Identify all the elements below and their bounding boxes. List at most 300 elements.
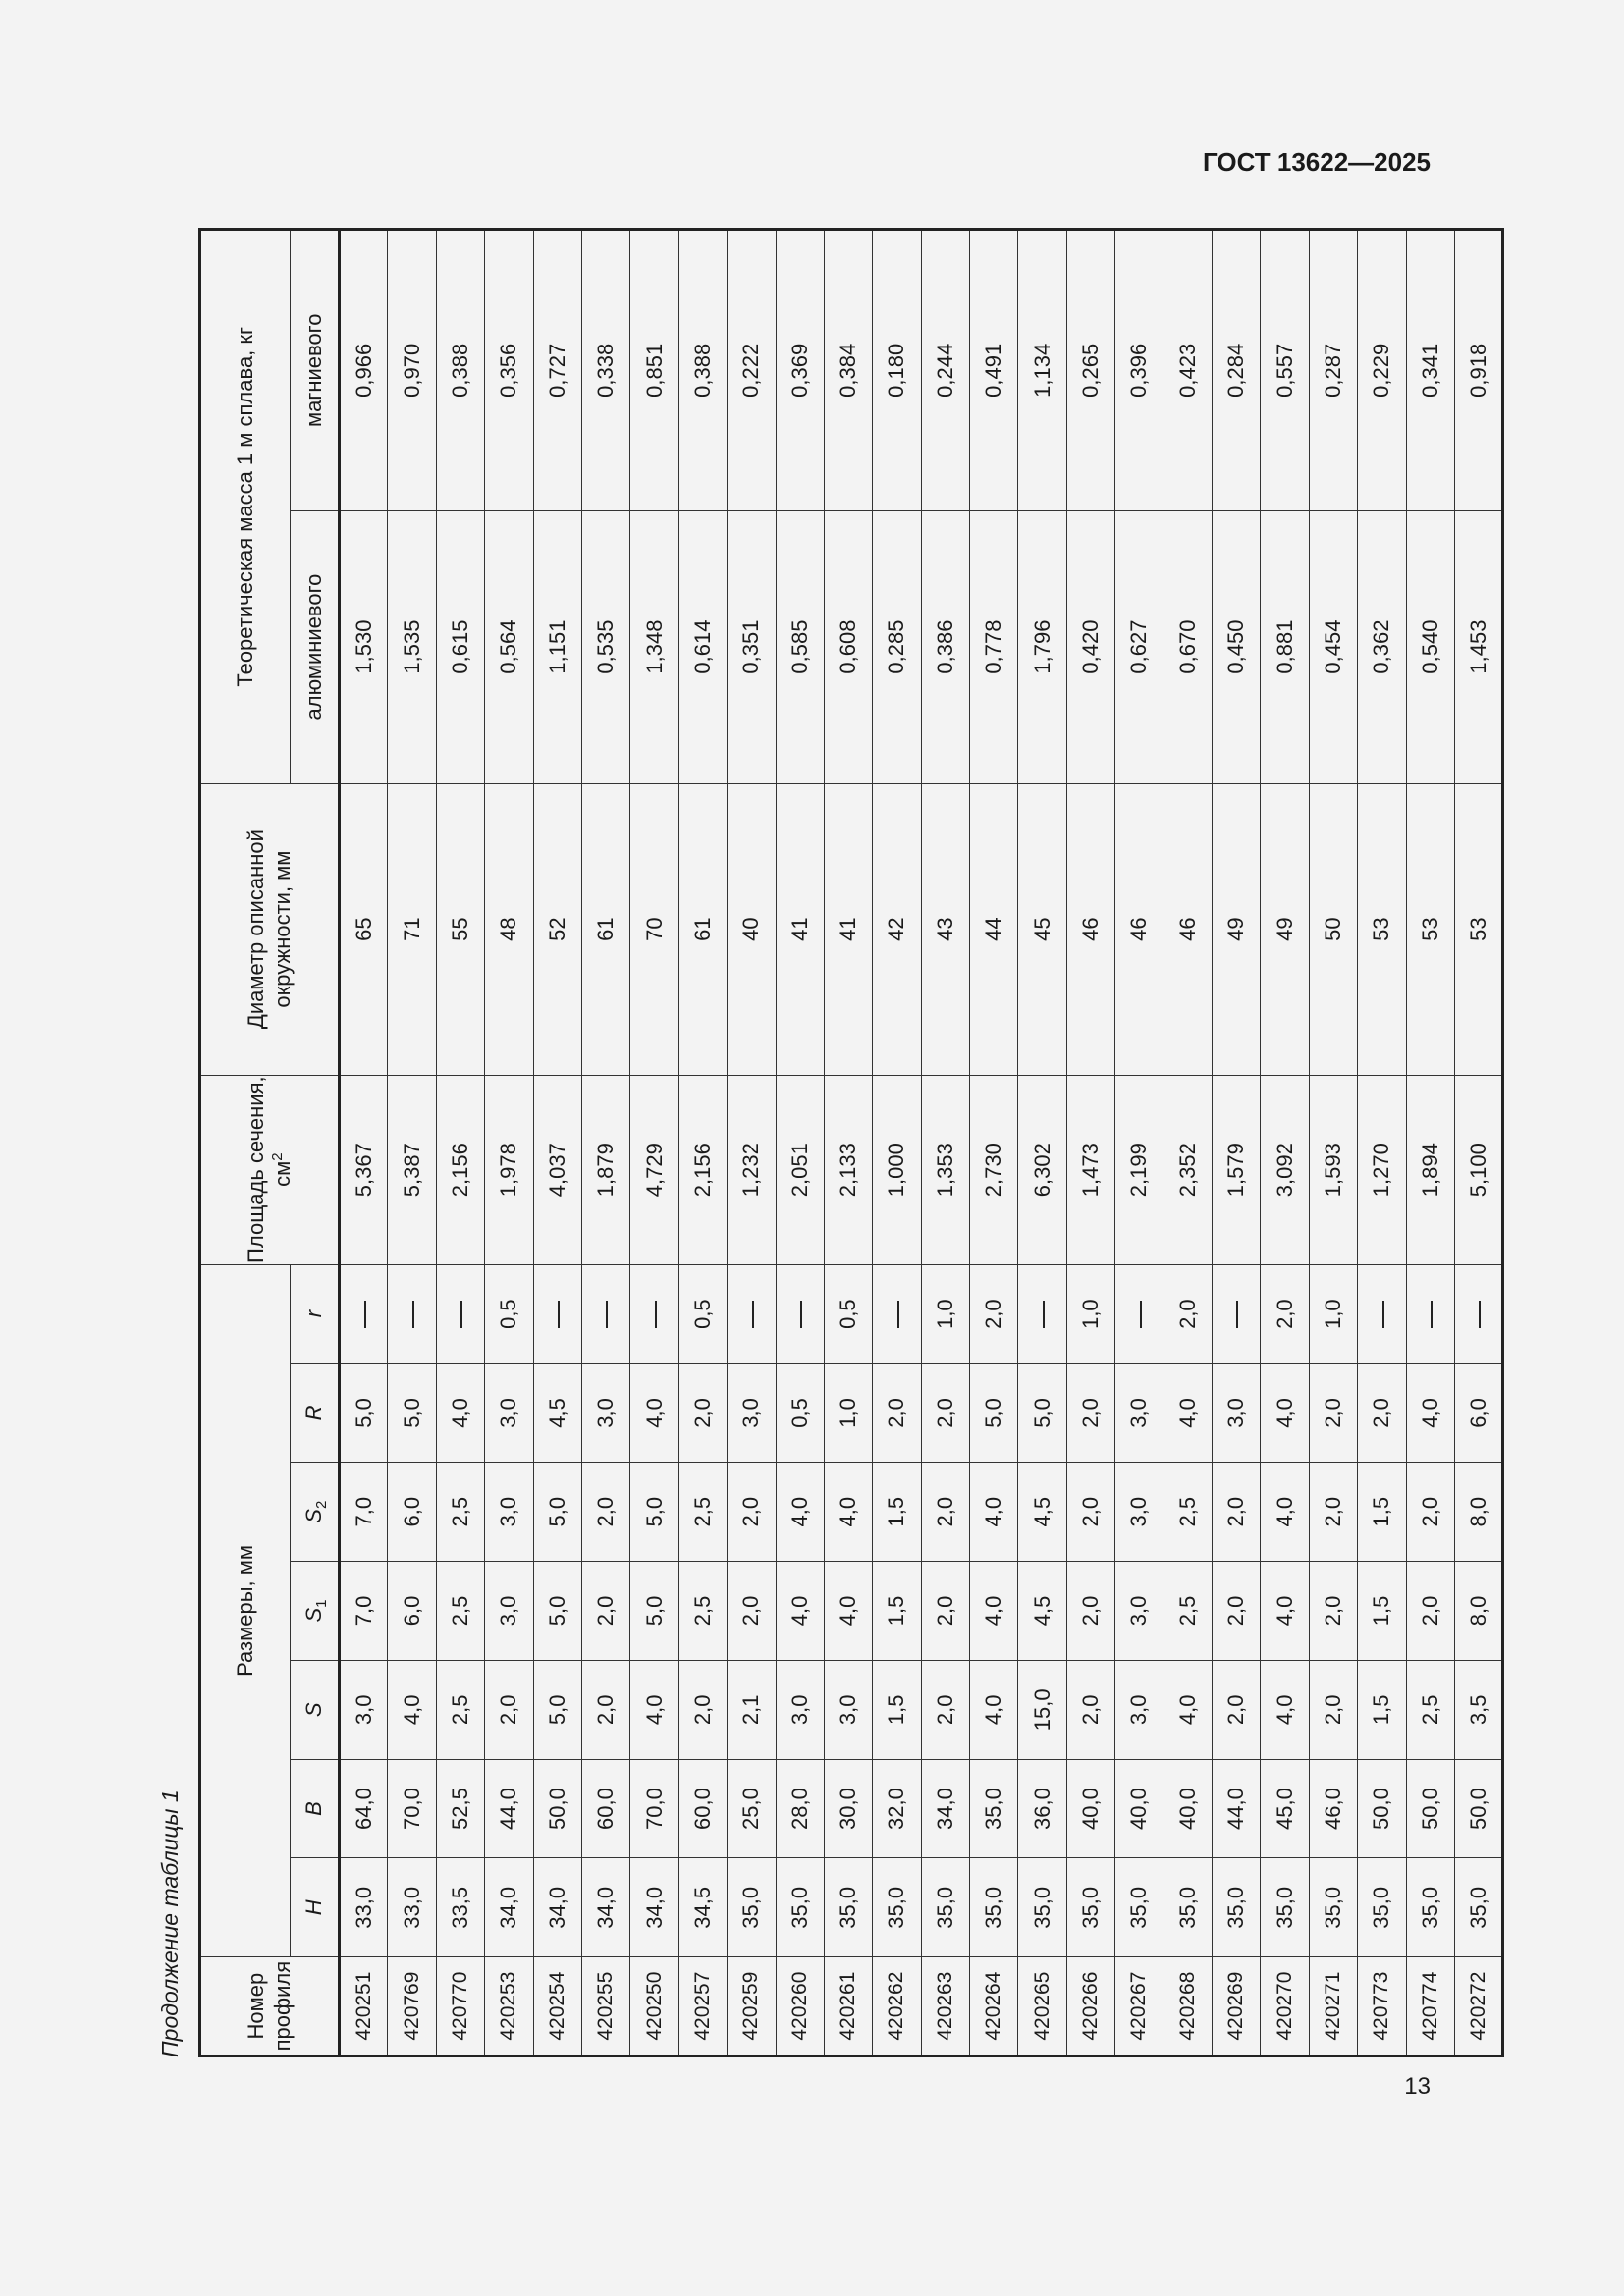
cell-H: 35,0 (1406, 1858, 1454, 1957)
cell-H: 34,5 (678, 1858, 727, 1957)
table-row (1213, 230, 1261, 2056)
cell-B: 40,0 (1164, 1759, 1212, 1858)
table-row (678, 230, 727, 2056)
cell-mass-aluminum: 0,362 (1358, 510, 1406, 783)
cell-profile-number: 420271 (1309, 1957, 1357, 2056)
cell-B: 32,0 (873, 1759, 921, 1858)
cell-mass-magnesium: 0,356 (485, 230, 533, 511)
cell-S: 2,0 (1066, 1660, 1114, 1759)
table-row (630, 230, 678, 2056)
cell-r: 0,5 (485, 1264, 533, 1363)
table-row (970, 230, 1018, 2056)
table-row (1309, 230, 1357, 2056)
cell-B: 46,0 (1309, 1759, 1357, 1858)
cell-r: 0,5 (824, 1264, 872, 1363)
header-S2 (291, 1463, 340, 1562)
document-code: ГОСТ 13622—2025 (1203, 147, 1431, 177)
cell-diameter: 53 (1454, 783, 1502, 1075)
cell-S2: 2,0 (1406, 1463, 1454, 1562)
cell-S1: 8,0 (1454, 1562, 1502, 1661)
cell-S1: 4,0 (1261, 1562, 1309, 1661)
cell-S1: 2,5 (1164, 1562, 1212, 1661)
cell-r (776, 1264, 824, 1363)
cell-profile-number: 420773 (1358, 1957, 1406, 2056)
cell-r (1358, 1264, 1406, 1363)
cell-S2: 1,5 (1358, 1463, 1406, 1562)
cell-profile-number: 420268 (1164, 1957, 1212, 2056)
header-diameter: Диаметр описанной окружности, мм (200, 783, 340, 1075)
cell-S1: 5,0 (533, 1562, 581, 1661)
cell-S2: 5,0 (630, 1463, 678, 1562)
cell-S: 3,0 (824, 1660, 872, 1759)
cell-mass-magnesium: 0,284 (1213, 230, 1261, 511)
cell-mass-magnesium: 0,388 (678, 230, 727, 511)
cell-profile-number: 420260 (776, 1957, 824, 2056)
cell-B: 52,5 (436, 1759, 484, 1858)
cell-S: 15,0 (1018, 1660, 1066, 1759)
cell-diameter: 61 (581, 783, 629, 1075)
cell-H: 35,0 (1358, 1858, 1406, 1957)
cell-S: 2,0 (485, 1660, 533, 1759)
cell-S2: 2,0 (921, 1463, 969, 1562)
cell-profile-number: 420261 (824, 1957, 872, 2056)
cell-S2: 2,0 (728, 1463, 776, 1562)
cell-area: 2,352 (1164, 1075, 1212, 1264)
cell-H: 33,0 (388, 1858, 436, 1957)
cell-profile-number: 420770 (436, 1957, 484, 2056)
cell-S1: 2,0 (1406, 1562, 1454, 1661)
cell-H: 35,0 (873, 1858, 921, 1957)
cell-S1: 2,0 (1309, 1562, 1357, 1661)
cell-S2: 5,0 (533, 1463, 581, 1562)
cell-R: 2,0 (873, 1363, 921, 1463)
cell-S: 2,5 (1406, 1660, 1454, 1759)
cell-diameter: 46 (1164, 783, 1212, 1075)
cell-r (1018, 1264, 1066, 1363)
cell-mass-magnesium: 0,265 (1066, 230, 1114, 511)
cell-profile-number: 420769 (388, 1957, 436, 2056)
cell-r (388, 1264, 436, 1363)
cell-mass-aluminum: 1,796 (1018, 510, 1066, 783)
cell-diameter: 44 (970, 783, 1018, 1075)
table-row (436, 230, 484, 2056)
cell-S1: 2,0 (728, 1562, 776, 1661)
cell-B: 35,0 (970, 1759, 1018, 1858)
cell-r: 2,0 (970, 1264, 1018, 1363)
cell-mass-aluminum: 0,564 (485, 510, 533, 783)
cell-mass-aluminum: 0,535 (581, 510, 629, 783)
cell-area: 2,730 (970, 1075, 1018, 1264)
cell-area: 2,051 (776, 1075, 824, 1264)
cell-diameter: 40 (728, 783, 776, 1075)
cell-H: 33,5 (436, 1858, 484, 1957)
cell-S1: 2,5 (678, 1562, 727, 1661)
cell-mass-aluminum: 1,530 (340, 510, 388, 783)
cell-diameter: 53 (1358, 783, 1406, 1075)
cell-R: 3,0 (1213, 1363, 1261, 1463)
cell-R: 4,0 (630, 1363, 678, 1463)
header-aluminum: алюминиевого (291, 510, 340, 783)
cell-S: 4,0 (1164, 1660, 1212, 1759)
cell-R: 3,0 (728, 1363, 776, 1463)
cell-S: 5,0 (533, 1660, 581, 1759)
cell-B: 36,0 (1018, 1759, 1066, 1858)
header-area-superscript: 2 (268, 1152, 286, 1161)
cell-B: 50,0 (1454, 1759, 1502, 1858)
dash-mark (606, 1301, 608, 1328)
cell-diameter: 46 (1115, 783, 1164, 1075)
cell-mass-aluminum: 0,420 (1066, 510, 1114, 783)
cell-profile-number: 420255 (581, 1957, 629, 2056)
cell-H: 35,0 (1261, 1858, 1309, 1957)
cell-H: 35,0 (1309, 1858, 1357, 1957)
cell-profile-number: 420263 (921, 1957, 969, 2056)
cell-area: 1,473 (1066, 1075, 1114, 1264)
table-row (533, 230, 581, 2056)
cell-r (340, 1264, 388, 1363)
landscape-content (157, 228, 1490, 2057)
cell-r: 1,0 (921, 1264, 969, 1363)
cell-S: 3,0 (340, 1660, 388, 1759)
cell-R: 2,0 (921, 1363, 969, 1463)
cell-area: 5,100 (1454, 1075, 1502, 1264)
header-magnesium: магниевого (291, 230, 340, 511)
cell-area: 1,593 (1309, 1075, 1357, 1264)
cell-diameter: 55 (436, 783, 484, 1075)
cell-H: 35,0 (1454, 1858, 1502, 1957)
cell-S: 2,0 (581, 1660, 629, 1759)
cell-r (581, 1264, 629, 1363)
cell-H: 34,0 (533, 1858, 581, 1957)
table-row (388, 230, 436, 2056)
cell-profile-number: 420257 (678, 1957, 727, 2056)
cell-area: 1,879 (581, 1075, 629, 1264)
cell-diameter: 53 (1406, 783, 1454, 1075)
cell-B: 50,0 (533, 1759, 581, 1858)
header-r: r (291, 1264, 340, 1363)
cell-R: 4,0 (436, 1363, 484, 1463)
table-row (776, 230, 824, 2056)
dash-mark (897, 1301, 899, 1328)
cell-R: 5,0 (1018, 1363, 1066, 1463)
cell-mass-magnesium: 0,727 (533, 230, 581, 511)
table-row (1406, 230, 1454, 2056)
cell-R: 0,5 (776, 1363, 824, 1463)
header-H: H (291, 1858, 340, 1957)
cell-B: 44,0 (485, 1759, 533, 1858)
cell-r (436, 1264, 484, 1363)
cell-S: 2,0 (678, 1660, 727, 1759)
cell-R: 3,0 (485, 1363, 533, 1463)
cell-B: 50,0 (1406, 1759, 1454, 1858)
dash-mark (655, 1301, 657, 1328)
cell-mass-aluminum: 0,585 (776, 510, 824, 783)
cell-S1: 1,5 (873, 1562, 921, 1661)
cell-R: 6,0 (1454, 1363, 1502, 1463)
cell-mass-magnesium: 0,388 (436, 230, 484, 511)
cell-B: 28,0 (776, 1759, 824, 1858)
cell-mass-magnesium: 0,244 (921, 230, 969, 511)
cell-B: 25,0 (728, 1759, 776, 1858)
cell-B: 64,0 (340, 1759, 388, 1858)
cell-mass-magnesium: 0,229 (1358, 230, 1406, 511)
dash-mark (460, 1301, 462, 1328)
cell-S1: 3,0 (485, 1562, 533, 1661)
cell-H: 35,0 (1115, 1858, 1164, 1957)
cell-mass-magnesium: 0,423 (1164, 230, 1212, 511)
cell-profile-number: 420253 (485, 1957, 533, 2056)
header-B: B (291, 1759, 340, 1858)
cell-mass-aluminum: 0,285 (873, 510, 921, 783)
cell-S1: 4,0 (776, 1562, 824, 1661)
cell-area: 1,579 (1213, 1075, 1261, 1264)
cell-profile-number: 420267 (1115, 1957, 1164, 2056)
cell-mass-aluminum: 0,454 (1309, 510, 1357, 783)
cell-R: 3,0 (581, 1363, 629, 1463)
cell-mass-aluminum: 1,453 (1454, 510, 1502, 783)
cell-area: 1,978 (485, 1075, 533, 1264)
cell-diameter: 70 (630, 783, 678, 1075)
cell-diameter: 71 (388, 783, 436, 1075)
cell-mass-aluminum: 0,627 (1115, 510, 1164, 783)
cell-S2: 6,0 (388, 1463, 436, 1562)
cell-S1: 2,0 (581, 1562, 629, 1661)
cell-mass-magnesium: 0,396 (1115, 230, 1164, 511)
cell-H: 35,0 (1164, 1858, 1212, 1957)
cell-S2: 4,0 (824, 1463, 872, 1562)
dash-mark (1382, 1301, 1384, 1328)
cell-area: 5,387 (388, 1075, 436, 1264)
cell-S2: 2,0 (1213, 1463, 1261, 1562)
cell-profile-number: 420270 (1261, 1957, 1309, 2056)
table-row (728, 230, 776, 2056)
cell-mass-magnesium: 0,369 (776, 230, 824, 511)
header-S: S (291, 1660, 340, 1759)
cell-S1: 5,0 (630, 1562, 678, 1661)
cell-diameter: 41 (776, 783, 824, 1075)
profiles-table (198, 228, 1504, 2057)
table-row (873, 230, 921, 2056)
cell-profile-number: 420272 (1454, 1957, 1502, 2056)
cell-B: 60,0 (581, 1759, 629, 1858)
cell-S: 3,0 (1115, 1660, 1164, 1759)
cell-R: 1,0 (824, 1363, 872, 1463)
table-row (1115, 230, 1164, 2056)
cell-profile-number: 420262 (873, 1957, 921, 2056)
rotated-table-area (157, 228, 1490, 2057)
cell-S2: 4,0 (776, 1463, 824, 1562)
cell-R: 2,0 (1358, 1363, 1406, 1463)
cell-S2: 7,0 (340, 1463, 388, 1562)
cell-H: 34,0 (485, 1858, 533, 1957)
cell-S2: 2,5 (678, 1463, 727, 1562)
cell-S1: 2,0 (1213, 1562, 1261, 1661)
cell-B: 50,0 (1358, 1759, 1406, 1858)
cell-r (630, 1264, 678, 1363)
cell-mass-aluminum: 1,535 (388, 510, 436, 783)
cell-R: 4,5 (533, 1363, 581, 1463)
table-row (1261, 230, 1309, 2056)
cell-profile-number: 420254 (533, 1957, 581, 2056)
cell-mass-magnesium: 0,851 (630, 230, 678, 511)
cell-S1: 4,0 (824, 1562, 872, 1661)
cell-r: 2,0 (1164, 1264, 1212, 1363)
table-row (1358, 230, 1406, 2056)
cell-S2: 3,0 (485, 1463, 533, 1562)
cell-S: 2,0 (1309, 1660, 1357, 1759)
cell-mass-magnesium: 0,222 (728, 230, 776, 511)
cell-area: 1,353 (921, 1075, 969, 1264)
cell-mass-magnesium: 0,970 (388, 230, 436, 511)
table-caption: Продолжение таблицы 1 (157, 1789, 183, 2057)
cell-S: 4,0 (630, 1660, 678, 1759)
table-row (921, 230, 969, 2056)
table-row (824, 230, 872, 2056)
header-R: R (291, 1363, 340, 1463)
cell-R: 4,0 (1164, 1363, 1212, 1463)
cell-mass-aluminum: 0,450 (1213, 510, 1261, 783)
cell-area: 4,729 (630, 1075, 678, 1264)
dash-mark (364, 1301, 366, 1328)
cell-S2: 2,0 (1066, 1463, 1114, 1562)
cell-R: 2,0 (678, 1363, 727, 1463)
cell-S: 2,0 (1213, 1660, 1261, 1759)
cell-diameter: 65 (340, 783, 388, 1075)
cell-area: 1,270 (1358, 1075, 1406, 1264)
cell-H: 35,0 (1213, 1858, 1261, 1957)
header-mass: Теоретическая масса 1 м сплава, кг (200, 230, 291, 784)
page-number: 13 (1404, 2073, 1431, 2100)
cell-S: 1,5 (1358, 1660, 1406, 1759)
cell-mass-aluminum: 0,614 (678, 510, 727, 783)
cell-S2: 2,0 (1309, 1463, 1357, 1562)
cell-S: 1,5 (873, 1660, 921, 1759)
cell-r (873, 1264, 921, 1363)
cell-profile-number: 420251 (340, 1957, 388, 2056)
cell-area: 5,367 (340, 1075, 388, 1264)
table-row (340, 230, 388, 2056)
cell-S2: 8,0 (1454, 1463, 1502, 1562)
cell-B: 70,0 (630, 1759, 678, 1858)
header-S1-base: S (300, 1607, 326, 1623)
cell-mass-aluminum: 0,386 (921, 510, 969, 783)
cell-r (1213, 1264, 1261, 1363)
cell-diameter: 49 (1261, 783, 1309, 1075)
cell-r: 0,5 (678, 1264, 727, 1363)
cell-mass-aluminum: 0,351 (728, 510, 776, 783)
cell-S1: 4,5 (1018, 1562, 1066, 1661)
cell-R: 5,0 (970, 1363, 1018, 1463)
cell-S1: 3,0 (1115, 1562, 1164, 1661)
cell-R: 5,0 (388, 1363, 436, 1463)
cell-S2: 2,5 (1164, 1463, 1212, 1562)
cell-area: 2,156 (678, 1075, 727, 1264)
cell-profile-number: 420250 (630, 1957, 678, 2056)
cell-S: 4,0 (970, 1660, 1018, 1759)
cell-mass-magnesium: 1,134 (1018, 230, 1066, 511)
table-body (340, 230, 1503, 2056)
dash-mark (1236, 1301, 1238, 1328)
cell-profile-number: 420264 (970, 1957, 1018, 2056)
cell-H: 35,0 (970, 1858, 1018, 1957)
cell-mass-magnesium: 0,180 (873, 230, 921, 511)
cell-r (1454, 1264, 1502, 1363)
cell-B: 34,0 (921, 1759, 969, 1858)
cell-mass-aluminum: 0,608 (824, 510, 872, 783)
cell-B: 40,0 (1115, 1759, 1164, 1858)
cell-H: 35,0 (1066, 1858, 1114, 1957)
cell-area: 4,037 (533, 1075, 581, 1264)
cell-mass-magnesium: 0,287 (1309, 230, 1357, 511)
cell-r (1406, 1264, 1454, 1363)
cell-S: 2,0 (921, 1660, 969, 1759)
cell-diameter: 43 (921, 783, 969, 1075)
dash-mark (1479, 1301, 1481, 1328)
cell-r (728, 1264, 776, 1363)
cell-S1: 4,0 (970, 1562, 1018, 1661)
cell-S: 3,0 (776, 1660, 824, 1759)
cell-S1: 2,0 (1066, 1562, 1114, 1661)
cell-R: 4,0 (1261, 1363, 1309, 1463)
cell-profile-number: 420265 (1018, 1957, 1066, 2056)
cell-H: 35,0 (1018, 1858, 1066, 1957)
cell-diameter: 45 (1018, 783, 1066, 1075)
cell-diameter: 52 (533, 783, 581, 1075)
cell-area: 3,092 (1261, 1075, 1309, 1264)
header-S2-base: S (300, 1509, 326, 1523)
cell-S2: 4,0 (1261, 1463, 1309, 1562)
header-S1-subscript: 1 (312, 1599, 330, 1608)
cell-S1: 7,0 (340, 1562, 388, 1661)
header-dimensions: Размеры, мм (200, 1264, 291, 1957)
cell-B: 44,0 (1213, 1759, 1261, 1858)
cell-r: 2,0 (1261, 1264, 1309, 1363)
cell-S2: 4,0 (970, 1463, 1018, 1562)
dash-mark (1043, 1301, 1045, 1328)
cell-area: 6,302 (1018, 1075, 1066, 1264)
dash-mark (558, 1301, 560, 1328)
cell-S: 4,0 (388, 1660, 436, 1759)
cell-mass-aluminum: 1,348 (630, 510, 678, 783)
cell-mass-aluminum: 1,151 (533, 510, 581, 783)
dash-mark (1431, 1301, 1433, 1328)
cell-mass-aluminum: 0,615 (436, 510, 484, 783)
cell-area: 1,894 (1406, 1075, 1454, 1264)
cell-area: 1,232 (728, 1075, 776, 1264)
cell-H: 33,0 (340, 1858, 388, 1957)
cell-r: 1,0 (1066, 1264, 1114, 1363)
header-S2-subscript: 2 (312, 1500, 330, 1510)
cell-S1: 1,5 (1358, 1562, 1406, 1661)
cell-B: 40,0 (1066, 1759, 1114, 1858)
dash-mark (800, 1301, 802, 1328)
cell-S2: 2,5 (436, 1463, 484, 1562)
cell-S: 2,1 (728, 1660, 776, 1759)
cell-R: 5,0 (340, 1363, 388, 1463)
cell-r: 1,0 (1309, 1264, 1357, 1363)
cell-diameter: 41 (824, 783, 872, 1075)
cell-S: 4,0 (1261, 1660, 1309, 1759)
cell-S2: 4,5 (1018, 1463, 1066, 1562)
cell-diameter: 48 (485, 783, 533, 1075)
cell-profile-number: 420259 (728, 1957, 776, 2056)
cell-profile-number: 420266 (1066, 1957, 1114, 2056)
cell-diameter: 42 (873, 783, 921, 1075)
cell-R: 4,0 (1406, 1363, 1454, 1463)
cell-mass-magnesium: 0,966 (340, 230, 388, 511)
cell-mass-magnesium: 0,384 (824, 230, 872, 511)
cell-area: 1,000 (873, 1075, 921, 1264)
